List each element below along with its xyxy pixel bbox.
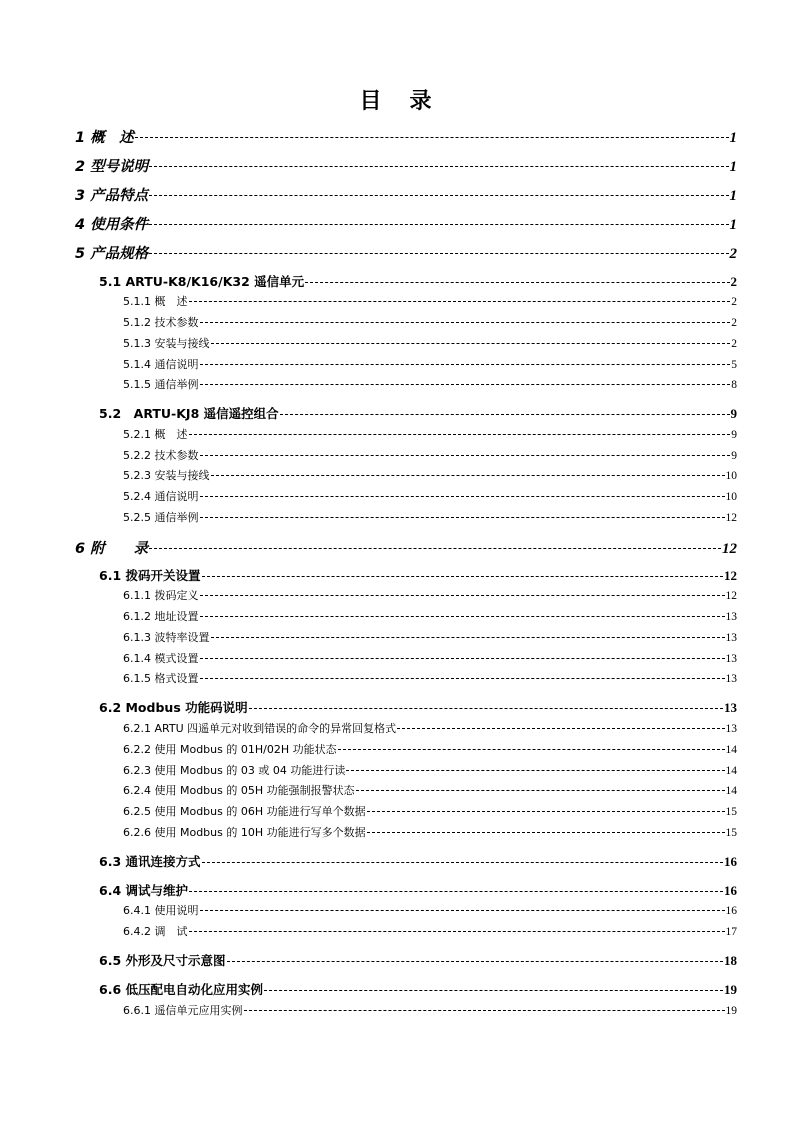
toc-page-number: 13 xyxy=(725,653,737,665)
toc-page-number: 17 xyxy=(725,926,737,938)
toc-entry-label: 4 使用条件 xyxy=(75,217,149,233)
toc-subsection-6-6-1[interactable] xyxy=(123,1002,737,1018)
dot-leader xyxy=(200,315,731,326)
dot-leader xyxy=(200,588,725,599)
toc-entry-label: 5 产品规格 xyxy=(75,246,149,262)
toc-page-number: 19 xyxy=(724,982,737,997)
toc-entry-label: 6.6 低压配电自动化应用实例 xyxy=(99,982,263,997)
toc-entry-label: 6.2.1 ARTU 四遥单元对收到错误的命令的异常回复格式 xyxy=(123,722,397,735)
toc-subsection-6-1-4[interactable] xyxy=(123,650,737,666)
toc-entry-label: 6.2.4 使用 Modbus 的 05H 功能强制报警状态 xyxy=(123,784,355,797)
toc-entry-label: 3 产品特点 xyxy=(75,188,149,204)
toc-page-number: 13 xyxy=(725,723,737,735)
toc-page-number: 13 xyxy=(725,632,737,644)
toc-chapter-5[interactable] xyxy=(75,242,737,263)
toc-entry-label: 5.2.1 概 述 xyxy=(123,428,188,441)
toc-entry-label: 6.2 Modbus 功能码说明 xyxy=(99,700,248,715)
dot-leader xyxy=(280,406,730,419)
dot-leader xyxy=(200,448,731,459)
toc-entry-label: 6.4.1 使用说明 xyxy=(123,904,199,917)
toc-page-number: 12 xyxy=(724,568,737,583)
toc-subsection-5-1-1[interactable] xyxy=(123,293,737,309)
dot-leader xyxy=(200,671,725,682)
toc-page-number: 13 xyxy=(725,611,737,623)
toc-entry-label: 6.4.2 调 试 xyxy=(123,925,188,938)
dot-leader xyxy=(189,883,723,896)
toc-entry-label: 6.2.5 使用 Modbus 的 06H 功能进行写单个数据 xyxy=(123,805,366,818)
toc-subsection-5-2-1[interactable] xyxy=(123,426,737,442)
toc-subsection-6-2-6[interactable] xyxy=(123,824,737,840)
toc-entry-label: 5.1.1 概 述 xyxy=(123,295,188,308)
dot-leader xyxy=(149,157,728,172)
toc-page-number: 2 xyxy=(731,317,737,329)
toc-page-number: 16 xyxy=(724,883,737,898)
toc-chapter-6[interactable] xyxy=(75,537,737,558)
toc-section-6-1[interactable] xyxy=(99,566,737,584)
toc-subsection-5-1-3[interactable] xyxy=(123,335,737,351)
dot-leader xyxy=(367,825,725,836)
toc-chapter-4[interactable] xyxy=(75,213,737,234)
toc-subsection-5-1-4[interactable] xyxy=(123,356,737,372)
toc-chapter-1[interactable] xyxy=(75,126,737,147)
toc-page-number: 1 xyxy=(729,159,737,175)
toc-entry-label: 5.2.5 通信举例 xyxy=(123,511,199,524)
dot-leader xyxy=(189,427,731,438)
toc-page-number: 8 xyxy=(731,379,737,391)
toc-subsection-5-2-3[interactable] xyxy=(123,467,737,483)
toc-section-6-3[interactable] xyxy=(99,852,737,870)
dot-leader xyxy=(149,186,728,201)
toc-page-number: 1 xyxy=(729,217,737,233)
dot-leader xyxy=(189,924,725,935)
toc-page-number: 16 xyxy=(724,854,737,869)
dot-leader xyxy=(135,128,729,143)
toc-subsection-6-1-2[interactable] xyxy=(123,608,737,624)
toc-section-6-6[interactable] xyxy=(99,980,737,998)
toc-page-number: 14 xyxy=(725,785,737,797)
toc-subsection-6-2-4[interactable] xyxy=(123,782,737,798)
toc-page-number: 5 xyxy=(731,359,737,371)
toc-entry-label: 6.3 通讯连接方式 xyxy=(99,854,201,869)
toc-subsection-6-1-3[interactable] xyxy=(123,629,737,645)
toc-entry-label: 5.1.2 技术参数 xyxy=(123,316,199,329)
toc-page-number: 2 xyxy=(730,274,737,289)
dot-leader xyxy=(200,489,725,500)
toc-page-number: 1 xyxy=(729,188,737,204)
toc-page-number: 14 xyxy=(725,744,737,756)
dot-leader xyxy=(149,215,728,230)
toc-subsection-5-2-2[interactable] xyxy=(123,447,737,463)
dot-leader xyxy=(202,568,724,581)
dot-leader xyxy=(346,763,724,774)
dot-leader xyxy=(305,274,729,287)
title-part-2: 录 xyxy=(409,89,434,114)
toc-page-number: 9 xyxy=(731,429,737,441)
toc-page-number: 13 xyxy=(724,700,737,715)
toc-entry-label: 6.1.4 模式设置 xyxy=(123,652,199,665)
toc-subsection-6-2-5[interactable] xyxy=(123,803,737,819)
toc-page-number: 2 xyxy=(729,246,737,262)
toc-page-number: 15 xyxy=(725,827,737,839)
dot-leader xyxy=(367,804,725,815)
dot-leader xyxy=(264,982,723,995)
toc-subsection-5-1-5[interactable] xyxy=(123,376,737,392)
dot-leader xyxy=(356,783,725,794)
toc-entry-label: 6.1.3 波特率设置 xyxy=(123,631,210,644)
toc-page-number: 15 xyxy=(725,806,737,818)
toc-subsection-6-1-5[interactable] xyxy=(123,670,737,686)
dot-leader xyxy=(200,609,725,620)
toc-subsection-5-2-5[interactable] xyxy=(123,509,737,525)
toc-subsection-6-2-2[interactable] xyxy=(123,741,737,757)
title-part-1: 目 xyxy=(359,89,384,114)
toc-subsection-6-1-1[interactable] xyxy=(123,587,737,603)
toc-entry-label: 6.2.2 使用 Modbus 的 01H/02H 功能状态 xyxy=(123,743,337,756)
toc-entry-label: 6.1 拨码开关设置 xyxy=(99,568,201,583)
dot-leader xyxy=(211,468,725,479)
toc-entry-label: 6.6.1 遥信单元应用实例 xyxy=(123,1004,243,1017)
toc-page-number: 12 xyxy=(725,590,737,602)
dot-leader xyxy=(149,539,721,554)
toc-entry-label: 6.4 调试与维护 xyxy=(99,883,188,898)
toc-page-number: 10 xyxy=(725,491,737,503)
toc-entry-label: 5.1.5 通信举例 xyxy=(123,378,199,391)
toc-subsection-6-2-3[interactable] xyxy=(123,762,737,778)
toc-page-number: 9 xyxy=(730,406,737,421)
toc-page-number: 19 xyxy=(725,1005,737,1017)
dot-leader xyxy=(202,854,724,867)
toc-entry-label: 6.1.1 拨码定义 xyxy=(123,589,199,602)
toc-entry-label: 5.2 ARTU-KJ8 遥信遥控组合 xyxy=(99,406,279,421)
toc-entry-label: 5.2.2 技术参数 xyxy=(123,449,199,462)
dot-leader xyxy=(249,700,723,713)
dot-leader xyxy=(200,377,731,388)
toc-subsection-6-4-1[interactable] xyxy=(123,902,737,918)
dot-leader xyxy=(200,651,725,662)
toc-subsection-5-1-2[interactable] xyxy=(123,314,737,330)
toc-entry-label: 5.2.3 安装与接线 xyxy=(123,469,210,482)
dot-leader xyxy=(200,903,725,914)
toc-entry-label: 5.1.3 安装与接线 xyxy=(123,337,210,350)
toc-entry-label: 6.1.2 地址设置 xyxy=(123,610,199,623)
dot-leader xyxy=(200,510,725,521)
toc-page-number: 10 xyxy=(725,470,737,482)
toc-entry-label: 6.5 外形及尺寸示意图 xyxy=(99,953,226,968)
toc-entry-label: 6.1.5 格式设置 xyxy=(123,672,199,685)
toc-page-number: 14 xyxy=(725,765,737,777)
toc-entry-label: 6.2.3 使用 Modbus 的 03 或 04 功能进行读 xyxy=(123,764,346,777)
dot-leader xyxy=(189,294,731,305)
toc-section-6-2[interactable] xyxy=(99,698,737,716)
dot-leader xyxy=(200,357,731,368)
dot-leader xyxy=(149,244,728,259)
toc-section-5-1[interactable] xyxy=(99,272,737,290)
toc-page-number: 13 xyxy=(725,673,737,685)
toc-chapter-3[interactable] xyxy=(75,184,737,205)
toc-page-number: 16 xyxy=(725,905,737,917)
toc-entry-label: 5.2.4 通信说明 xyxy=(123,490,199,503)
toc-page-number: 12 xyxy=(725,512,737,524)
dot-leader xyxy=(211,336,731,347)
toc-page-number: 18 xyxy=(724,953,737,968)
toc-subsection-5-2-4[interactable] xyxy=(123,488,737,504)
toc-subsection-6-4-2[interactable] xyxy=(123,923,737,939)
toc-entry-label: 5.1.4 通信说明 xyxy=(123,358,199,371)
toc-subsection-6-2-1[interactable] xyxy=(123,720,737,736)
dot-leader xyxy=(338,742,725,753)
toc-entry-label: 2 型号说明 xyxy=(75,159,149,175)
toc-page-number: 9 xyxy=(731,450,737,462)
toc-page-number: 1 xyxy=(729,130,737,146)
dot-leader xyxy=(211,630,725,641)
toc-section-6-4[interactable] xyxy=(99,881,737,899)
toc-section-6-5[interactable] xyxy=(99,951,737,969)
dot-leader xyxy=(397,721,724,732)
toc-page-number: 2 xyxy=(731,338,737,350)
toc-entry-label: 1 概 述 xyxy=(75,130,134,146)
toc-section-5-2[interactable] xyxy=(99,404,737,422)
toc-entry-label: 6 附 录 xyxy=(75,541,149,557)
toc-entry-label: 6.2.6 使用 Modbus 的 10H 功能进行写多个数据 xyxy=(123,826,366,839)
dot-leader xyxy=(244,1003,725,1014)
toc-page-number: 12 xyxy=(722,541,737,557)
dot-leader xyxy=(227,953,724,966)
toc-chapter-2[interactable] xyxy=(75,155,737,176)
toc-entry-label: 5.1 ARTU-K8/K16/K32 遥信单元 xyxy=(99,274,305,289)
toc-page-number: 2 xyxy=(731,296,737,308)
